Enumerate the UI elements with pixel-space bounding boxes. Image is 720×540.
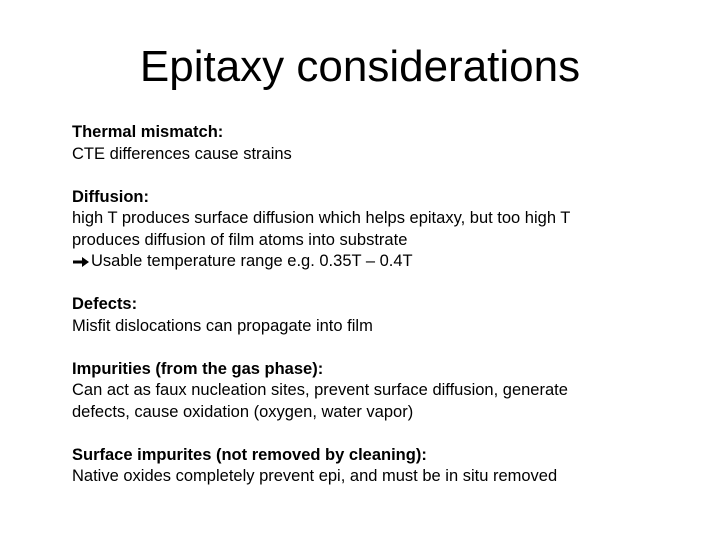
section-diffusion bbox=[72, 187, 692, 273]
section-text: high T produces surface diffusion which helps epitaxy, but too high T bbox=[72, 209, 571, 227]
section-text: Can act as faux nucleation sites, prevent surface diffusion, generate bbox=[72, 381, 568, 399]
section-heading: Thermal mismatch: bbox=[72, 123, 224, 141]
section-text: CTE differences cause strains bbox=[72, 144, 292, 163]
arrow-bullet-text: Usable temperature range e.g. 0.35T – 0.4T bbox=[91, 252, 413, 270]
section-surface-impurities bbox=[72, 445, 692, 488]
section-text: produces diffusion of film atoms into substrate bbox=[72, 230, 408, 249]
section-text: Native oxides completely prevent epi, and must be in situ removed bbox=[72, 467, 558, 485]
section-defects bbox=[72, 294, 692, 337]
section-text: defects, cause oxidation (oxygen, water vapor) bbox=[72, 402, 414, 421]
section-heading: Defects: bbox=[72, 295, 138, 313]
section-heading: Impurities (from the gas phase): bbox=[72, 359, 324, 378]
arrow-bullet-line bbox=[72, 251, 692, 273]
slide-title: Epitaxy considerations bbox=[139, 42, 581, 91]
section-text: Misfit dislocations can propagate into film bbox=[72, 316, 373, 335]
section-impurities bbox=[72, 359, 692, 424]
section-thermal-mismatch bbox=[72, 122, 692, 165]
section-heading: Diffusion: bbox=[72, 187, 149, 206]
section-heading: Surface impurites (not removed by cleaning): bbox=[72, 445, 427, 464]
right-arrow-icon bbox=[72, 255, 90, 269]
slide-content bbox=[72, 122, 692, 509]
